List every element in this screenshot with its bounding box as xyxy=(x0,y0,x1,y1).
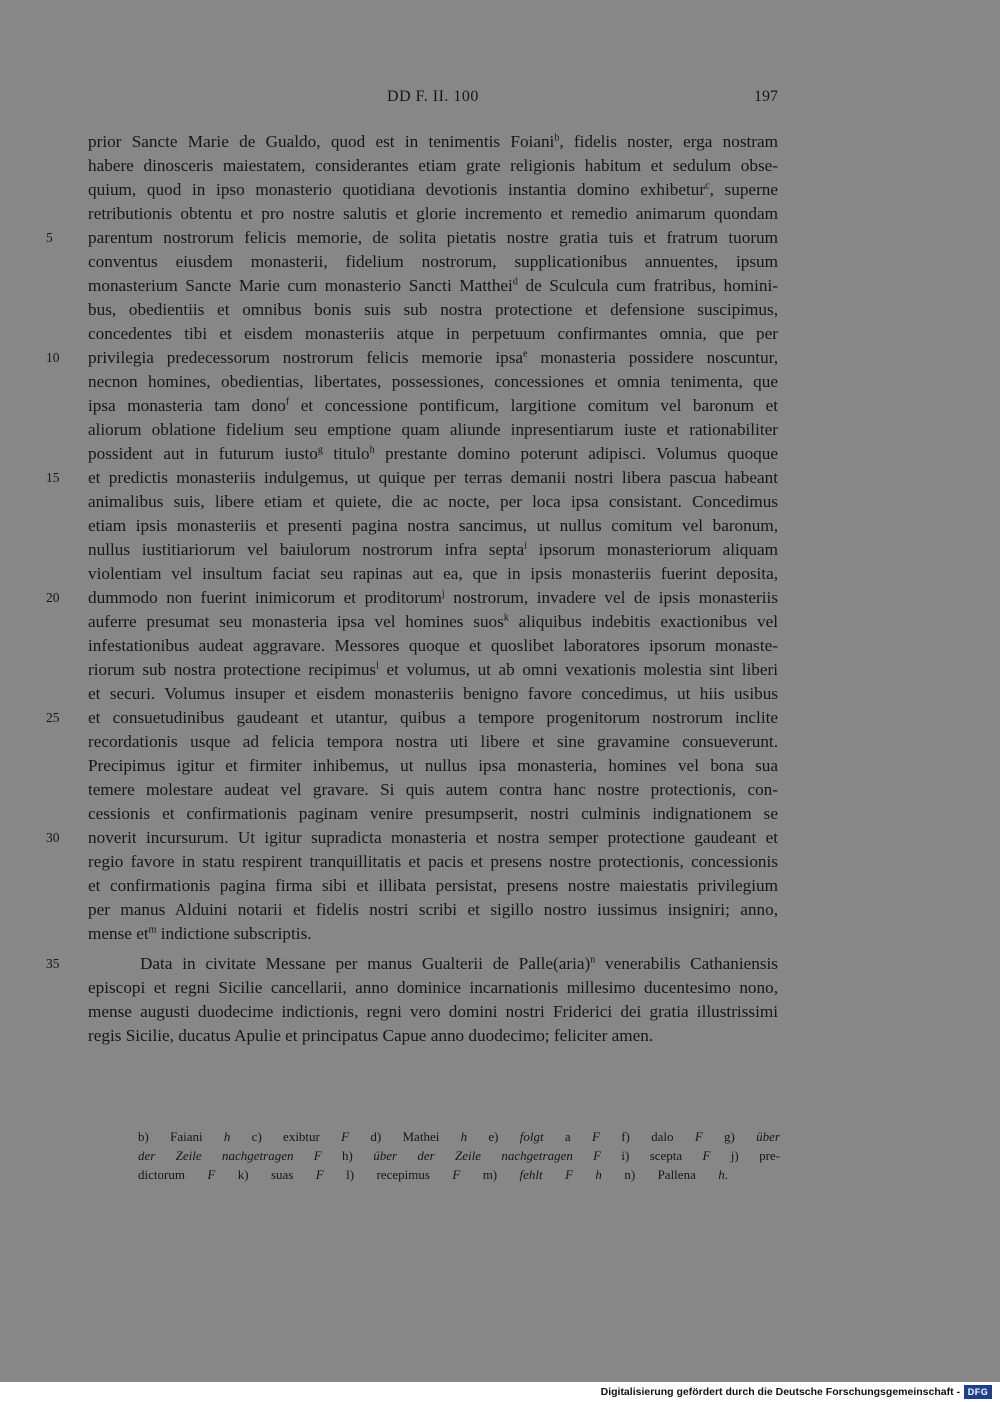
footnote-line: der Zeile nachgetragen F h) über der Zeile nachgetragen F i) scepta F j) pre- xyxy=(138,1148,780,1163)
text-line: riorum sub nostra protectione recipimus$^l$ et volumus, ut ab omni vexationis molestia sint liberi xyxy=(88,660,778,679)
text-line: retributionis obtentu et pro nostre salutis et glorie incremento et remedio animarum quondam xyxy=(88,204,778,223)
text-line: prior Sancte Marie de Gualdo, quod est in tenimentis Foiani$^b$, fidelis noster, erga nostram xyxy=(88,132,778,151)
text-line: infestationibus audeat aggravare. Messores quoque et quoslibet laboratores ipsorum monaste- xyxy=(88,636,778,655)
text-line: parentum nostrorum felicis memorie, de solita pietatis nostre gratia tuis et fratrum tuorum xyxy=(88,228,778,247)
footnote-line: dictorum F k) suas F l) recepimus F m) fehlt F h n) Pallena h. xyxy=(138,1167,729,1182)
footnote-marker: k xyxy=(503,612,509,624)
text-line: quium, quod in ipso monasterio quotidiana devotionis instantia domino exhibetur$^c$, superne xyxy=(88,180,779,199)
line-number: 20 xyxy=(46,590,60,605)
footnote-marker: j xyxy=(441,588,445,600)
text-line: noverit incursurum. Ut igitur supradicta monasteria et nostra semper protectione gaudeant et xyxy=(88,828,778,847)
footnote-marker: g xyxy=(317,444,323,456)
text-line: animalibus suis, libere etiam et quiete, die ac nocte, per loca ipsa consistant. Concedimus xyxy=(88,492,778,511)
footnote-marker: f xyxy=(285,396,290,408)
running-header xyxy=(88,88,778,110)
funding-notice: Digitalisierung gefördert durch die Deutsche Forschungsgemeinschaft - xyxy=(600,1386,960,1398)
page-number: 197 xyxy=(754,88,778,105)
footnote-marker: n xyxy=(590,954,596,966)
text-line: necnon homines, obedientias, libertates, possessiones, concessiones et omnia tenimenta, que xyxy=(88,372,778,391)
footnote-marker: m xyxy=(148,924,157,936)
text-line: privilegia predecessorum nostrorum felicis memorie ipsa$^e$ monasteria possidere noscuntur, xyxy=(88,348,778,367)
text-line: regis Sicilie, ducatus Apulie et principatus Capue anno duodecimo; feliciter amen. xyxy=(88,1026,654,1045)
line-number: 10 xyxy=(46,350,60,365)
footnote-marker: h xyxy=(369,444,375,456)
text-line: possident aut in futurum iusto$^g$ titulo$^h$ prestante domino poterunt adipisci. Volumus quoque xyxy=(88,444,779,463)
text-line: bus, obedientiis et omnibus bonis suis sub nostra protectione et defensione suscipimus, xyxy=(88,300,778,319)
line-number: 35 xyxy=(46,956,60,971)
text-line: et consuetudinibus gaudeant et utantur, quibus a tempore progenitorum nostrorum inclite xyxy=(88,708,778,727)
footnote-line: b) Faiani h c) exibtur F d) Mathei h e) folgt a F f) dalo F g) über xyxy=(138,1129,780,1144)
text-line: dummodo non fuerint inimicorum et proditorum$^j$ nostrorum, invadere vel de ipsis monasteriis xyxy=(88,588,778,607)
text-line: mense augusti duodecime indictionis, regni vero domini nostri Friderici dei gratia illustrissimi xyxy=(88,1002,778,1021)
text-line: et securi. Volumus insuper et eisdem monasteriis benigno favore concedimus, ut hiis usibus xyxy=(88,684,778,703)
text-line: temere molestare audeat vel gravare. Si quis autem contra hanc nostre protectionis, con- xyxy=(88,780,778,799)
text-line: aliorum oblatione fidelium seu emptione quam aliunde inpresentiarum iuste et rationabiliter xyxy=(88,420,778,439)
text-line: conventus eiusdem monasterii, fidelium nostrorum, supplicationibus annuentes, ipsum xyxy=(88,252,778,271)
text-line: recordationis usque ad felicia tempora nostra uti libere et sine gravamine consueverunt. xyxy=(88,732,778,751)
funding-footer xyxy=(0,1382,1000,1402)
text-line: mense $et^m$ indictione subscriptis. xyxy=(88,924,312,943)
footnote-marker: e xyxy=(523,348,528,360)
footnote-marker: i xyxy=(524,540,527,552)
text-line: ipsa monasteria tam dono$^f$ et concessione pontificum, largitione comitum vel baronum et xyxy=(88,396,778,415)
line-number: 30 xyxy=(46,830,60,845)
text-line: habere dinosceris maiestatem, considerantes etiam grate religionis habitum et sedulum obse- xyxy=(88,156,778,175)
text-line: auferre presumat seu monasteria ipsa vel homines suos$^k$ aliquibus indebitis exactionibus vel xyxy=(88,612,778,631)
text-line: et predictis monasteriis indulgemus, ut quique per terras demanii nostri libera pascua habeant xyxy=(88,468,778,487)
text-line: violentiam vel insultum faciat seu rapinas aut ea, que in ipsis monasteriis fuerint deposita, xyxy=(88,564,778,583)
text-line: Precipimus igitur et firmiter inhibemus, ut nullus ipsa monasteria, homines vel bona sua xyxy=(88,756,778,775)
text-line: per manus Alduini notarii et fidelis nostri scribi et sigillo nostro iussimus insigniri; anno, xyxy=(88,900,778,919)
footnote-marker: c xyxy=(705,180,710,192)
text-line: Data in civitate Messane per manus Gualterii de Palle(aria)$^n$ venerabilis Cathaniensis xyxy=(140,954,778,973)
line-number: 15 xyxy=(46,470,60,485)
footnote-marker: b xyxy=(554,132,560,144)
text-line: episcopi et regni Sicilie cancellarii, anno dominice incarnationis millesimo ducentesimo nono, xyxy=(88,978,778,997)
text-line: etiam ipsis monasteriis et presenti pagina nostra sancimus, ut nullus comitum vel baronum, xyxy=(88,516,778,535)
footnote-marker: l xyxy=(376,660,379,672)
text-line: nullus iustitiariorum vel baiulorum nostrorum infra septa$^i$ ipsorum monasteriorum aliquam xyxy=(88,540,778,559)
text-line: concedentes tibi et eisdem monasteriis atque in perpetuum confirmantes omnia, que per xyxy=(88,324,778,343)
text-line: et confirmationis pagina firma sibi et illibata persistat, presens nostre maiestatis privilegium xyxy=(88,876,778,895)
text-line: cessionis et confirmationis paginam venire presumpserit, nostri culminis indignationem se xyxy=(88,804,778,823)
footnote-marker: d xyxy=(512,276,518,288)
line-number: 25 xyxy=(46,710,60,725)
running-title: DD F. II. 100 xyxy=(387,88,479,105)
text-line: regio favore in statu respirent tranquillitatis et pacis et presens nostre protectionis, concessionis xyxy=(88,852,778,871)
text-line: monasterium Sancte Marie cum monasterio Sancti Matthei$^d$ de Sculcula cum fratribus, homini- xyxy=(88,276,778,295)
dfg-logo-icon: DFG xyxy=(964,1385,992,1399)
line-number: 5 xyxy=(46,230,53,245)
